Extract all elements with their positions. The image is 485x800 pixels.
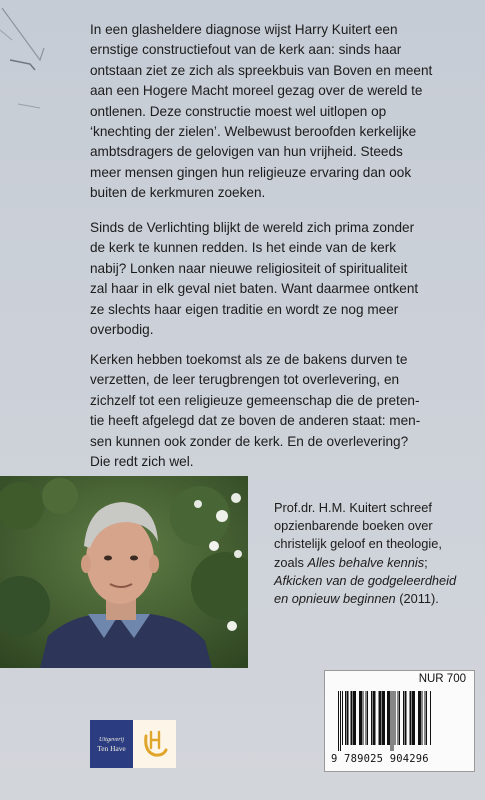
text-line: ontstaan ziet ze zich als spreekbuis van Boven en meent — [90, 62, 433, 78]
barcode-bar — [426, 691, 427, 745]
text-line: ernstige constructiefout van de kerk aan: sinds haar — [90, 42, 402, 58]
book-title: Afkicken van de godgeleerdheid — [274, 572, 457, 588]
barcode-bar — [422, 691, 423, 745]
text-line: verzetten, de leer terugbrengen tot overlevering, en — [90, 372, 400, 388]
barcode-bar — [395, 691, 396, 745]
barcode-bar — [345, 691, 346, 745]
barcode-bar — [430, 691, 431, 745]
barcode-bar — [405, 691, 407, 745]
barcode-label — [324, 670, 475, 772]
barcode-bar — [353, 691, 356, 745]
text-line: ‘knechting der zielen’. Welbewust beroofden kerkelijke — [90, 124, 417, 140]
text-line: de kerk te kunnen redden. Is het einde van de kerk — [90, 240, 397, 256]
barcode-bar — [363, 691, 364, 745]
bio-line: christelijk geloof en theologie, — [274, 536, 442, 552]
bio-line: opzienbarende boeken over — [274, 518, 433, 534]
barcode-bar — [379, 691, 382, 745]
barcode-bar — [359, 691, 362, 745]
barcode-bar — [425, 691, 426, 745]
book-title: en opnieuw beginnen — [274, 591, 396, 607]
barcode-bar — [367, 691, 368, 745]
text-line: Die redt zich wel. — [90, 454, 194, 470]
barcode-bar — [387, 691, 390, 745]
text-line: overbodig. — [90, 322, 154, 338]
bio-text: zoals — [274, 554, 308, 570]
barcode-guard-bar — [338, 691, 339, 751]
text-line: zichzelf tot een religieuze gemeenschap die de preten- — [90, 392, 420, 408]
barcode-bar — [342, 691, 343, 745]
barcode-bar — [347, 691, 349, 745]
barcode-guard-bar — [393, 691, 394, 751]
barcode-bar — [366, 691, 367, 745]
barcode-bar — [403, 691, 404, 745]
barcode-bar — [351, 691, 353, 745]
publisher-name: Ten Have — [97, 744, 126, 753]
text-line: sen kunnen ook zonder de kerk. En de overlevering? — [90, 433, 409, 449]
text-line: tie heeft afgelegd dat ze boven de anderen staat: men- — [90, 413, 421, 429]
text-line: ontlenen. Deze constructie moest wel uitlopen op — [90, 103, 387, 119]
barcode-bar — [373, 691, 376, 745]
text-line: aan een Hogere Macht moreel gezag over de wereld te — [90, 83, 423, 99]
publisher-logo — [90, 720, 176, 768]
ten-have-emblem-icon — [133, 720, 176, 768]
text-line: Sinds de Verlichting blijkt de wereld zich prima zonder — [90, 220, 415, 235]
barcode-bars — [338, 691, 462, 751]
barcode-bar — [418, 691, 421, 745]
text-line: buiten de kerkmuren zoeken. — [90, 185, 266, 201]
blurb-paragraph-1 — [90, 20, 446, 204]
publisher-emblem — [133, 720, 176, 768]
bio-text: ; — [424, 554, 428, 570]
text-line: nabij? Lonken naar nieuwe religiositeit of spiritualiteit — [90, 260, 408, 276]
text-line: zal haar in elk geval niet baten. Want daarmee ontkent — [90, 281, 419, 297]
scratch-marks — [0, 0, 80, 120]
blurb-paragraph-2 — [90, 218, 446, 340]
bio-line — [274, 554, 474, 572]
bio-line — [274, 572, 474, 590]
publisher-name-block — [90, 720, 133, 768]
barcode-bar — [382, 691, 385, 745]
bio-line: Prof.dr. H.M. Kuitert schreef — [274, 500, 432, 515]
author-bio — [274, 499, 474, 608]
barcode-bar — [398, 691, 399, 745]
blurb-paragraph-3 — [90, 350, 446, 472]
text-line: meer mensen gingen hun religieuze ervaring dan ook — [90, 164, 412, 180]
text-line: In een glasheldere diagnose wijst Harry Kuitert een — [90, 22, 398, 37]
text-line: Kerken hebben toekomst als ze de bakens durven te — [90, 352, 408, 367]
author-photo — [0, 476, 248, 668]
nur-code: NUR 700 — [418, 673, 466, 685]
book-title: Alles behalve kennis — [307, 554, 425, 570]
barcode-guard-bar — [391, 691, 392, 751]
bio-line — [274, 590, 474, 608]
publisher-prefix: Uitgeverij — [98, 736, 125, 743]
author-portrait-illustration — [0, 476, 248, 668]
bio-text: (2011). — [395, 591, 439, 607]
barcode-guard-bar — [340, 691, 341, 751]
text-line: ambtsdragers de gelovigen van hun vrijheid. Steeds — [90, 144, 403, 160]
barcode-bar — [371, 691, 372, 745]
isbn-number: 9 789025 904296 — [331, 753, 429, 765]
barcode-bar — [410, 691, 412, 745]
barcode-bar — [399, 691, 400, 745]
text-line: ze slechts haar eigen traditie en wordt ze nog meer — [90, 301, 399, 317]
barcode-bar — [412, 691, 415, 745]
